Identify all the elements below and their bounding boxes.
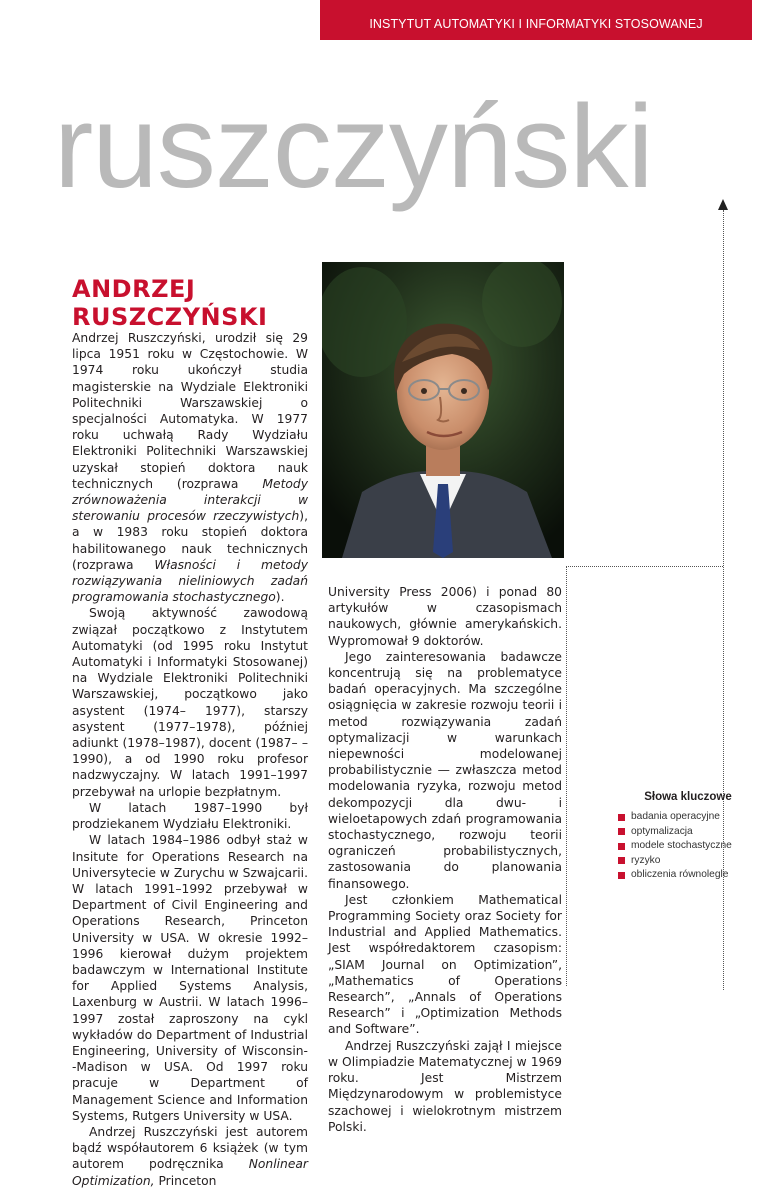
big-surname-title: ruszczyński [54,81,653,213]
keyword-item: ryzyko [618,854,758,869]
portrait-photo [322,262,564,558]
author-first-name: ANDRZEJ [72,275,196,303]
arrow-up-icon [718,199,728,210]
bullet-square-icon [618,814,625,821]
bio-paragraph: Andrzej Ruszczyński zajął I miejsce w Olimpiadzie Matematycznej w 1969 roku. Jest Mistrzem Międzynarodowym w problemistyce szachowej i wielokrotnym mistrzem Polski. [328,1038,562,1134]
keyword-item: modele stochastyczne [618,839,758,854]
institute-title: INSTYTUT AUTOMATYKI I INFORMATYKI STOSOWANEJ [369,17,703,31]
bio-paragraph: Swoją aktywność zawodową związał początkowo z Instytutem Automatyki (od 1995 roku Instytut Automatyki i Informatyki Stosowanej) na Wydziale Elektroniki Politechniki Warszawskiej, początkowo jako asystent (1974– 1977), starszy asystent (1977–1978), później adiunkt (1978–1987), docent (1987– –1990), a od 1990 roku profesor nadzwyczajny. W latach 1991–1997 przebywał na urlopie bezpłatnym. [72,606,308,799]
bio-paragraph: Jego zainteresowania badawcze koncentrują się na problematyce badań operacyjnych. Ma szczególne osiągnięcia w zakresie rozwoju teorii i metod rozwiązywania zadań optymalizacji w warunkach niepewności modelowanej probabilistycznie — zwłaszcza metod modelowania ryzyka, rozwoju metod dekompozycji dla dwu- i wieloetapowych zdań programowania stochastycznego, rozwoju teorii ograniczeń probabilistycznych, zastosowania do planowania finansowego. [328,649,562,891]
text-column-right [328,584,562,1135]
bullet-square-icon [618,828,625,835]
keyword-item: optymalizacja [618,825,758,840]
keyword-item: obliczenia równolegle [618,868,758,883]
text-column-left [72,330,308,1189]
dotted-guide-column [566,566,567,986]
bullet-square-icon [618,843,625,850]
keywords-box [618,791,758,883]
bio-paragraph: Andrzej Ruszczyński, urodził się 29 lipca 1951 roku w Częstochowie. W 1974 roku ukończył studia magisterskie na Wydziale Elektroniki Politechniki Warszawskiej o specjalności Automatyka. W 1977 roku uchwałą Rady Wydziału Elektroniki Politechniki Warszawskiej uzyskał stopień doktora nauk technicznych (rozprawa Metody zrównoważenia interakcji w sterowaniu procesów rzeczywistych), a w 1983 roku stopień doktora habilitowanego nauk technicznych (rozprawa Własności i metody rozwiązywania nieliniowych zadań programowania stochastycznego). [72,331,308,605]
bullet-square-icon [618,857,625,864]
bullet-square-icon [618,872,625,879]
dotted-guide-horizontal [566,566,723,567]
header-bar [320,0,752,40]
bio-paragraph: Andrzej Ruszczyński jest autorem bądź współautorem 6 książek (w tym autorem podręcznika Nonlinear Optimization, Princeton [72,1124,308,1188]
author-last-name: RUSZCZYŃSKI [72,303,268,331]
bio-paragraph: W latach 1984–1986 odbył staż w Insitute for Operations Research na Universytecie w Zurychu w Szwajcarii. W latach 1991–1992 przebywał w Department of Civil Engineering and Operations Research, Princeton University w USA. W okresie 1992–1996 kierował dużym projektem badawczym w International Institute for Applied Systems Analysis, Laxenburg w Austrii. W latach 1996–1997 został zaproszony na cykl wykładów do Department of Industrial Engineering, University of Wisconsin- -Madison w USA. Od 1997 roku pracuje w Department of Management Science and Information Systems, Rutgers University w USA. [72,833,308,1123]
keywords-title: Słowa kluczowe [644,791,732,803]
keyword-item: badania operacyjne [618,810,758,825]
bio-paragraph: W latach 1987–1990 był prodziekanem Wydziału Elektroniki. [72,800,308,832]
keywords-list [618,810,758,883]
portrait-illustration [322,262,564,558]
bio-paragraph: University Press 2006) i ponad 80 artykułów w czasopismach naukowych, głównie amerykańskich. Wypromował 9 doktorów. [328,585,562,648]
author-name [72,275,267,331]
bio-paragraph: Jest członkiem Mathematical Programming Society oraz Society for Industrial and Applied Mathematics. Jest współredaktorem czasopism: „SIAM Journal on Optimization”, „Mathematics of Operations Research”, „Annals of Operations Research” i „Optimization Methods and Software”. [328,892,562,1037]
